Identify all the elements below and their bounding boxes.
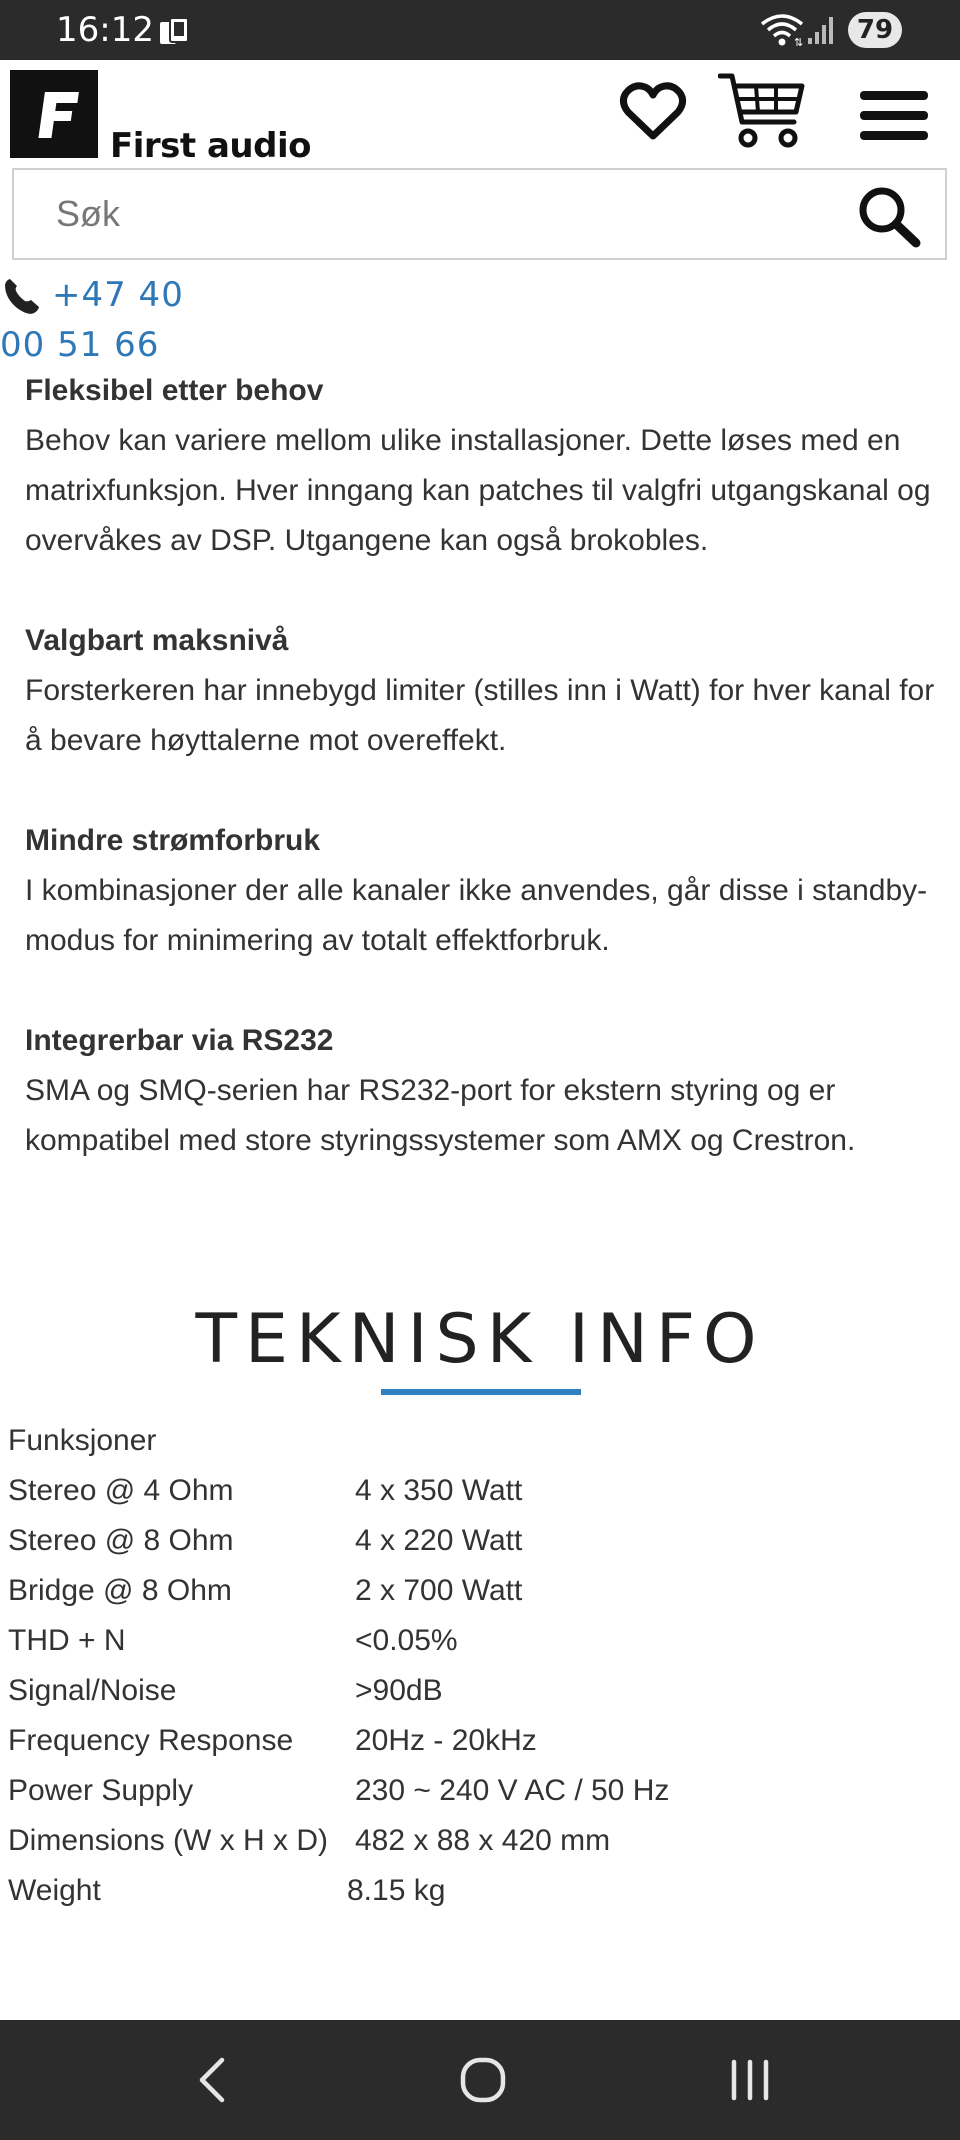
feature-item bbox=[25, 366, 945, 566]
spec-key: Dimensions (W x H x D) bbox=[8, 1824, 329, 1857]
phone-icon bbox=[158, 16, 190, 46]
spec-key: THD + N bbox=[8, 1624, 126, 1657]
phone-link[interactable]: +47 40 00 51 66 bbox=[0, 275, 184, 365]
spec-key: Bridge @ 8 Ohm bbox=[8, 1574, 232, 1607]
wifi-icon bbox=[760, 12, 804, 48]
menu-icon[interactable] bbox=[858, 88, 930, 144]
feature-text: I kombinasjoner der alle kanaler ikke anvendes, går disse i standby-modus for minimering av totalt effektforbruk. bbox=[25, 874, 928, 957]
feature-title: Valgbart maksnivå bbox=[25, 624, 289, 657]
feature-text: Forsterkeren har innebygd limiter (stilles inn i Watt) for hver kanal for å bevare høyttalerne mot overeffekt. bbox=[25, 674, 935, 757]
spec-value: <0.05% bbox=[355, 1624, 458, 1657]
table-row bbox=[8, 1716, 669, 1766]
heart-icon[interactable] bbox=[618, 80, 688, 144]
table-row bbox=[8, 1666, 669, 1716]
status-time: 16:12 bbox=[56, 10, 154, 50]
feature-title: Mindre strømforbruk bbox=[25, 824, 321, 857]
spec-value: 2 x 700 Watt bbox=[355, 1574, 523, 1607]
table-row bbox=[8, 1416, 669, 1466]
recents-icon[interactable] bbox=[726, 2054, 774, 2106]
table-row bbox=[8, 1816, 669, 1866]
spec-key: Stereo @ 4 Ohm bbox=[8, 1474, 234, 1507]
signal-icon bbox=[806, 12, 838, 46]
feature-text: Behov kan variere mellom ulike installasjoner. Dette løses med en matrixfunksjon. Hver inngang kan patches til valgfri utgangskanal og overvåkes av DSP. Utgangene kan også brokobles. bbox=[25, 424, 931, 557]
spec-value: 230 ~ 240 V AC / 50 Hz bbox=[355, 1774, 670, 1807]
spec-key: Stereo @ 8 Ohm bbox=[8, 1524, 234, 1557]
logo-f-icon bbox=[10, 70, 98, 158]
table-row bbox=[8, 1466, 669, 1516]
battery-icon: 79 bbox=[848, 12, 902, 48]
table-row bbox=[8, 1516, 669, 1566]
back-icon[interactable] bbox=[192, 2054, 234, 2106]
cart-icon[interactable] bbox=[718, 70, 806, 150]
feature-item bbox=[25, 1016, 945, 1166]
home-icon[interactable] bbox=[458, 2054, 508, 2106]
table-row bbox=[8, 1866, 669, 1916]
spec-table bbox=[8, 1416, 669, 1916]
table-row bbox=[8, 1566, 669, 1616]
spec-value: 4 x 350 Watt bbox=[355, 1474, 523, 1507]
feature-item bbox=[25, 816, 945, 966]
spec-value: 8.15 kg bbox=[347, 1874, 446, 1907]
spec-key: Weight bbox=[8, 1874, 101, 1907]
spec-value: 4 x 220 Watt bbox=[355, 1524, 523, 1557]
logo-text[interactable]: First audio bbox=[110, 126, 311, 166]
feature-title: Integrerbar via RS232 bbox=[25, 1024, 334, 1057]
spec-key: Funksjoner bbox=[8, 1424, 157, 1457]
spec-value: >90dB bbox=[355, 1674, 443, 1707]
spec-value: 20Hz - 20kHz bbox=[355, 1724, 537, 1757]
search-bar bbox=[12, 168, 947, 260]
search-input[interactable] bbox=[14, 170, 834, 258]
feature-text: SMA og SMQ-serien har RS232-port for ekstern styring og er kompatibel med store styringssystemer som AMX og Crestron. bbox=[25, 1074, 856, 1157]
section-title: TEKNISK INFO bbox=[195, 1300, 765, 1379]
logo-mark[interactable] bbox=[10, 70, 98, 158]
svg-text:⇅: ⇅ bbox=[794, 36, 804, 48]
system-nav-bar bbox=[0, 2020, 960, 2140]
status-bar bbox=[0, 0, 960, 60]
feature-item bbox=[25, 616, 945, 766]
feature-list bbox=[25, 366, 945, 1216]
search-icon[interactable] bbox=[856, 184, 922, 248]
feature-title: Fleksibel etter behov bbox=[25, 374, 324, 407]
spec-key: Frequency Response bbox=[8, 1724, 294, 1757]
table-row bbox=[8, 1766, 669, 1816]
table-row bbox=[8, 1616, 669, 1666]
spec-value: 482 x 88 x 420 mm bbox=[355, 1824, 611, 1857]
spec-value bbox=[355, 1416, 669, 1466]
title-underline bbox=[381, 1389, 581, 1395]
spec-key: Signal/Noise bbox=[8, 1674, 177, 1707]
spec-key: Power Supply bbox=[8, 1774, 194, 1807]
